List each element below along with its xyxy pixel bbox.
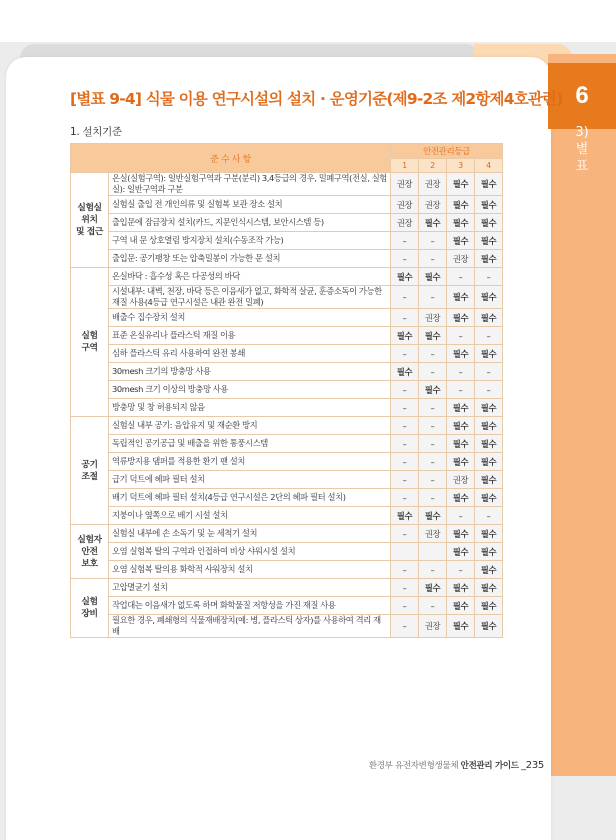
- grade-value-cell: –: [391, 471, 419, 489]
- grade-value-cell: –: [475, 268, 503, 286]
- footer-guide: 안전관리 가이드: [460, 761, 519, 771]
- requirement-cell: 구역 내 문 상호열림 방지장치 설치(수동조작 가능): [109, 232, 391, 250]
- grade-value-cell: 권장: [419, 309, 447, 327]
- grade-value-cell: 권장: [447, 471, 475, 489]
- requirement-cell: 고압멸균기 설치: [109, 579, 391, 597]
- table-row: [71, 399, 503, 417]
- header-safety-grade: 안전관리등급: [391, 144, 503, 159]
- grade-value-cell: 필수: [419, 268, 447, 286]
- grade-value-cell: 필수: [475, 250, 503, 268]
- grade-value-cell: –: [419, 597, 447, 615]
- grade-value-cell: 필수: [475, 417, 503, 435]
- grade-value-cell: 필수: [447, 286, 475, 309]
- requirement-cell: 30mesh 크기의 방충망 사용: [109, 363, 391, 381]
- table-row: [71, 579, 503, 597]
- table-row: [71, 561, 503, 579]
- chapter-label[interactable]: [548, 124, 616, 175]
- category-cell: 실험 구역: [71, 268, 109, 417]
- grade-value-cell: 필수: [447, 489, 475, 507]
- grade-value-cell: 필수: [447, 615, 475, 638]
- grade-value-cell: 권장: [391, 173, 419, 196]
- grade-value-cell: 필수: [447, 399, 475, 417]
- grade-value-cell: –: [475, 363, 503, 381]
- grade-value-cell: 권장: [391, 196, 419, 214]
- grade-value-cell: 필수: [475, 196, 503, 214]
- grade-value-cell: –: [419, 561, 447, 579]
- requirement-cell: 표준 온실유리나 플라스틱 재질 이용: [109, 327, 391, 345]
- grade-value-cell: –: [391, 615, 419, 638]
- grade-value-cell: 필수: [475, 232, 503, 250]
- category-cell: 실험 장비: [71, 579, 109, 638]
- requirement-cell: 급기 덕트에 헤파 필터 설치: [109, 471, 391, 489]
- requirement-cell: 지붕이나 옆쪽으로 배기 시설 설치: [109, 507, 391, 525]
- table-row: [71, 363, 503, 381]
- category-cell: 공기 조절: [71, 417, 109, 525]
- grade-header-cell: 2: [419, 159, 447, 173]
- grade-value-cell: –: [447, 363, 475, 381]
- grade-value-cell: 필수: [475, 525, 503, 543]
- grade-value-cell: 필수: [447, 196, 475, 214]
- requirement-cell: 오염 실험복 탈의 구역과 인접하여 비상 샤워시설 설치: [109, 543, 391, 561]
- grade-value-cell: 필수: [475, 435, 503, 453]
- grade-value-cell: 필수: [391, 507, 419, 525]
- grade-header-cell: 3: [447, 159, 475, 173]
- grade-value-cell: –: [391, 579, 419, 597]
- grade-value-cell: 필수: [475, 309, 503, 327]
- grade-value-cell: 필수: [475, 345, 503, 363]
- grade-value-cell: –: [391, 250, 419, 268]
- grade-value-cell: 필수: [391, 268, 419, 286]
- table-row: [71, 543, 503, 561]
- page-title: [별표 9-4] 식물 이용 연구시설의 설치 · 운영기준(제9-2조 제2항제4호관련): [70, 90, 563, 108]
- grade-value-cell: 필수: [475, 597, 503, 615]
- chapter-number[interactable]: 6: [548, 63, 616, 129]
- grade-value-cell: 필수: [447, 214, 475, 232]
- requirement-cell: 심하 플라스틱 유리 사용하여 완전 봉쇄: [109, 345, 391, 363]
- grade-value-cell: 필수: [391, 363, 419, 381]
- grade-value-cell: –: [391, 381, 419, 399]
- grade-value-cell: 필수: [447, 435, 475, 453]
- grade-value-cell: 필수: [475, 489, 503, 507]
- grade-value-cell: 권장: [419, 173, 447, 196]
- grade-value-cell: –: [391, 453, 419, 471]
- grade-value-cell: 필수: [419, 579, 447, 597]
- grade-value-cell: –: [475, 507, 503, 525]
- grade-value-cell: –: [391, 435, 419, 453]
- grade-value-cell: 필수: [447, 597, 475, 615]
- grade-value-cell: 권장: [391, 214, 419, 232]
- grade-value-cell: –: [419, 417, 447, 435]
- grade-value-cell: 필수: [391, 327, 419, 345]
- chapter-label-line: 별: [575, 142, 589, 157]
- grade-value-cell: –: [391, 345, 419, 363]
- table-row: [71, 453, 503, 471]
- grade-value-cell: 필수: [447, 453, 475, 471]
- requirement-cell: 배출수 집수장치 설치: [109, 309, 391, 327]
- grade-value-cell: 필수: [447, 525, 475, 543]
- grade-value-cell: 필수: [419, 381, 447, 399]
- page-footer: [369, 759, 544, 771]
- requirement-cell: 실험실 출입 전 개인의류 및 실험복 보관 장소 설치: [109, 196, 391, 214]
- requirement-cell: 필요한 경우, 폐쇄형의 식물재배장치(예: 병, 플라스틱 상자)를 사용하여 격리 재배: [109, 615, 391, 638]
- grade-value-cell: 필수: [475, 399, 503, 417]
- grade-value-cell: 필수: [447, 309, 475, 327]
- table-row: [71, 286, 503, 309]
- table-row: [71, 268, 503, 286]
- grade-value-cell: –: [391, 489, 419, 507]
- grade-value-cell: –: [391, 417, 419, 435]
- requirement-cell: 역류방지용 댐퍼를 적용한 환기 팬 설치: [109, 453, 391, 471]
- table-row: [71, 471, 503, 489]
- table-row: [71, 250, 503, 268]
- grade-value-cell: –: [447, 507, 475, 525]
- grade-value-cell: 필수: [419, 214, 447, 232]
- footer-publisher: 환경부 유전자변형생물체: [368, 761, 459, 771]
- header-requirements: 준 수 사 항: [71, 144, 391, 173]
- grade-value-cell: –: [419, 286, 447, 309]
- grade-value-cell: –: [391, 597, 419, 615]
- grade-value-cell: [419, 543, 447, 561]
- grade-header-cell: 4: [475, 159, 503, 173]
- grade-value-cell: –: [419, 232, 447, 250]
- grade-value-cell: –: [419, 453, 447, 471]
- table-row: [71, 345, 503, 363]
- requirement-cell: 출입문: 공기팽창 또는 압축밀봉이 가능한 문 설치: [109, 250, 391, 268]
- grade-value-cell: 필수: [475, 543, 503, 561]
- grade-value-cell: 권장: [419, 196, 447, 214]
- grade-value-cell: –: [419, 399, 447, 417]
- table-row: [71, 525, 503, 543]
- grade-value-cell: 권장: [419, 615, 447, 638]
- grade-value-cell: 필수: [475, 561, 503, 579]
- table-row: [71, 214, 503, 232]
- chapter-label-line: 표: [575, 159, 589, 174]
- grade-value-cell: –: [475, 327, 503, 345]
- grade-value-cell: –: [475, 381, 503, 399]
- grade-value-cell: –: [391, 561, 419, 579]
- grade-value-cell: 권장: [419, 525, 447, 543]
- grade-value-cell: –: [447, 327, 475, 345]
- grade-value-cell: 필수: [419, 507, 447, 525]
- grade-value-cell: 필수: [475, 173, 503, 196]
- table-row: [71, 309, 503, 327]
- grade-value-cell: 필수: [475, 579, 503, 597]
- requirement-cell: 독립적인 공기공급 및 배출을 위한 통풍시스템: [109, 435, 391, 453]
- grade-value-cell: –: [419, 471, 447, 489]
- grade-value-cell: –: [391, 286, 419, 309]
- table-body: [71, 173, 503, 638]
- grade-value-cell: –: [391, 309, 419, 327]
- category-cell: 실험실 위치 및 접근: [71, 173, 109, 268]
- table-row: [71, 435, 503, 453]
- grade-value-cell: –: [391, 525, 419, 543]
- table-row: [71, 327, 503, 345]
- grade-value-cell: 필수: [475, 286, 503, 309]
- grade-value-cell: –: [419, 435, 447, 453]
- grade-value-cell: –: [419, 345, 447, 363]
- table-row: [71, 173, 503, 196]
- table-row: [71, 615, 503, 638]
- grade-value-cell: 필수: [475, 615, 503, 638]
- requirement-cell: 시설내부: 내벽, 천장, 바닥 등은 이음새가 없고, 화학적 살균, 훈증소독이 가능한 재질 사용(4등급 연구시설은 내관 완전 밀폐): [109, 286, 391, 309]
- grade-value-cell: 필수: [447, 232, 475, 250]
- grade-value-cell: –: [419, 489, 447, 507]
- grade-value-cell: 필수: [475, 471, 503, 489]
- table-row: [71, 196, 503, 214]
- category-cell: 실험자 안전 보호: [71, 525, 109, 579]
- table-row: [71, 507, 503, 525]
- requirement-cell: 온실바닥 : 흡수성 혹은 다공성의 바닥: [109, 268, 391, 286]
- requirement-cell: 실험실 내부에 손 소독기 및 눈 세척기 설치: [109, 525, 391, 543]
- grade-value-cell: 필수: [447, 173, 475, 196]
- grade-value-cell: 필수: [419, 327, 447, 345]
- table-row: [71, 417, 503, 435]
- table-row: [71, 381, 503, 399]
- grade-value-cell: –: [447, 381, 475, 399]
- section-heading: 1. 설치기준: [70, 126, 122, 138]
- grade-value-cell: 필수: [447, 543, 475, 561]
- grade-value-cell: 필수: [447, 579, 475, 597]
- requirement-cell: 작업대는 이음새가 없도록 하며 화학물질 저항성을 가진 재질 사용: [109, 597, 391, 615]
- requirement-cell: 출입문에 잠금장치 설치(카드, 지문인식시스템, 보안시스템 등): [109, 214, 391, 232]
- grade-value-cell: 필수: [447, 417, 475, 435]
- grade-header-cell: 1: [391, 159, 419, 173]
- grade-value-cell: –: [391, 232, 419, 250]
- grade-value-cell: 필수: [475, 453, 503, 471]
- grade-value-cell: [391, 543, 419, 561]
- table-row: [71, 489, 503, 507]
- grade-value-cell: 필수: [447, 345, 475, 363]
- grade-value-cell: 권장: [447, 250, 475, 268]
- grade-value-cell: –: [419, 250, 447, 268]
- grade-value-cell: –: [391, 399, 419, 417]
- grade-value-cell: 필수: [475, 214, 503, 232]
- requirement-cell: 배기 덕트에 헤파 필터 설치(4등급 연구시설은 2단의 헤파 필터 설치): [109, 489, 391, 507]
- grade-value-cell: –: [419, 363, 447, 381]
- chapter-label-line: 3): [575, 125, 589, 140]
- requirement-cell: 방충망 및 창 허용되지 않음: [109, 399, 391, 417]
- requirement-cell: 30mesh 크기 이상의 방충망 사용: [109, 381, 391, 399]
- table-row: [71, 597, 503, 615]
- table-row: [71, 232, 503, 250]
- requirement-cell: 오염 실험복 탈의용 화학적 샤워장치 설치: [109, 561, 391, 579]
- grade-value-cell: –: [447, 268, 475, 286]
- requirement-cell: 온실(실험구역): 일반실험구역과 구분(분리) 3,4등급의 경우, 밀폐구역(전실, 실험실): 일반구역과 구분: [109, 173, 391, 196]
- requirements-table: [70, 143, 503, 638]
- page-number: _235: [521, 760, 544, 771]
- requirement-cell: 실험실 내부 공기: 음압유지 및 재순환 방지: [109, 417, 391, 435]
- grade-value-cell: –: [447, 561, 475, 579]
- background-top: [0, 0, 616, 42]
